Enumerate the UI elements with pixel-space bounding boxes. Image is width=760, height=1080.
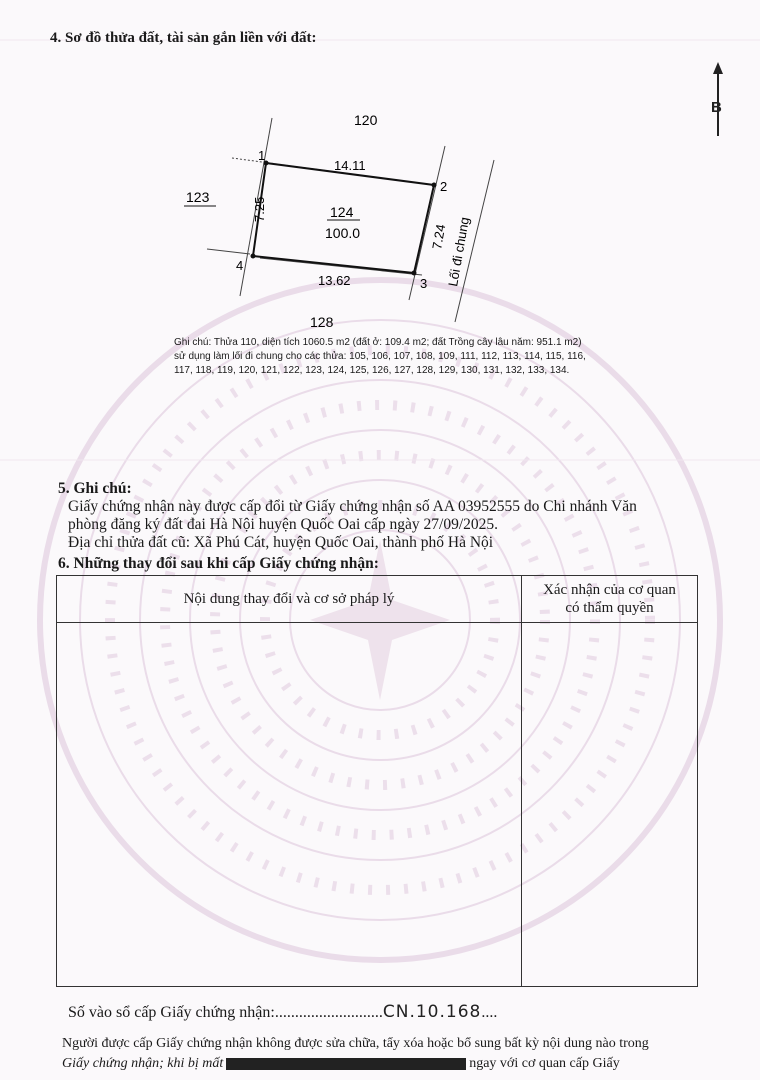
- point-1-label: 1: [258, 148, 266, 163]
- section-5: [58, 480, 708, 552]
- registry-dots-after: ....: [481, 1004, 498, 1021]
- footer-line-2-end: ngay với cơ quan cấp Giấy: [469, 1056, 620, 1071]
- note-line-2: sử dụng làm lối đi chung cho các thửa: 105, 106, 107, 108, 109, 111, 112, 113, 114, 115, 116,: [174, 351, 586, 362]
- parcel-area: 100.0: [325, 225, 361, 241]
- note-line-1: Ghi chú: Thửa 110, diện tích 1060.5 m2 (đất ở: 109.4 m2; đất Trồng cây lâu năm: 951.1 m2): [174, 337, 582, 348]
- neighbor-bottom: 128: [310, 314, 334, 330]
- parcel-number: 124: [330, 204, 354, 220]
- redaction-bar: [226, 1058, 466, 1070]
- footer-line-2: [62, 1054, 712, 1074]
- registry-number: [68, 1002, 497, 1022]
- column-header-content: Nội dung thay đổi và cơ sở pháp lý: [57, 576, 522, 623]
- neighbor-left: 123: [186, 189, 210, 205]
- neighbor-top: 120: [354, 112, 378, 128]
- authority-cell: [522, 623, 698, 987]
- point-3-label: 3: [420, 276, 428, 291]
- section-5-title: 5. Ghi chú:: [58, 480, 132, 497]
- section-5-line-2: phòng đăng ký đất đai Hà Nội huyện Quốc Oai cấp ngày 27/09/2025.: [68, 516, 499, 533]
- note-line-3: 117, 118, 119, 120, 121, 122, 123, 124, 125, 126, 127, 128, 129, 130, 131, 132, 133, 134.: [174, 365, 570, 376]
- registry-value: CN.10.168: [382, 1002, 482, 1022]
- point-2-label: 2: [440, 179, 448, 194]
- section-5-line-1: Giấy chứng nhận này được cấp đổi từ Giấy chứng nhận số AA 03952555 do Chi nhánh Văn: [68, 498, 637, 515]
- parcel-map: [0, 0, 760, 340]
- edge-bottom-length: 13.62: [318, 273, 351, 288]
- edge-top-length: 14.11: [334, 158, 366, 173]
- north-arrow-icon: [711, 62, 723, 136]
- section-5-line-3: Địa chỉ thửa đất cũ: Xã Phú Cát, huyện Quốc Oai, thành phố Hà Nội: [68, 534, 494, 551]
- north-label: B: [711, 99, 722, 116]
- authority-header-line-1: Xác nhận của cơ quan: [543, 582, 676, 598]
- point-4-label: 4: [236, 258, 244, 273]
- column-header-authority: [522, 576, 698, 623]
- content-cell: [57, 623, 522, 987]
- changes-table: [56, 575, 698, 987]
- authority-header-line-2: có thẩm quyền: [565, 600, 654, 616]
- edge-left-length: 7.25: [252, 196, 267, 222]
- section-4-title: 4. Sơ đồ thửa đất, tài sản gắn liền với đất:: [50, 30, 317, 46]
- registry-dots-before: ...........................: [274, 1004, 383, 1021]
- footer-line-2-start: Giấy chứng nhận; khi bị mất: [62, 1056, 224, 1071]
- map-note: [174, 336, 644, 378]
- section-6-title: 6. Những thay đổi sau khi cấp Giấy chứng nhận:: [58, 555, 379, 572]
- footer-warning: [62, 1034, 712, 1074]
- registry-label: Số vào sổ cấp Giấy chứng nhận:: [68, 1004, 275, 1021]
- edge-right-length: 7.24: [429, 222, 449, 251]
- road-label: Lối đi chung: [445, 215, 473, 288]
- footer-line-1: Người được cấp Giấy chứng nhận không được sửa chữa, tẩy xóa hoặc bổ sung bất kỳ nội dung nào trong: [62, 1036, 649, 1051]
